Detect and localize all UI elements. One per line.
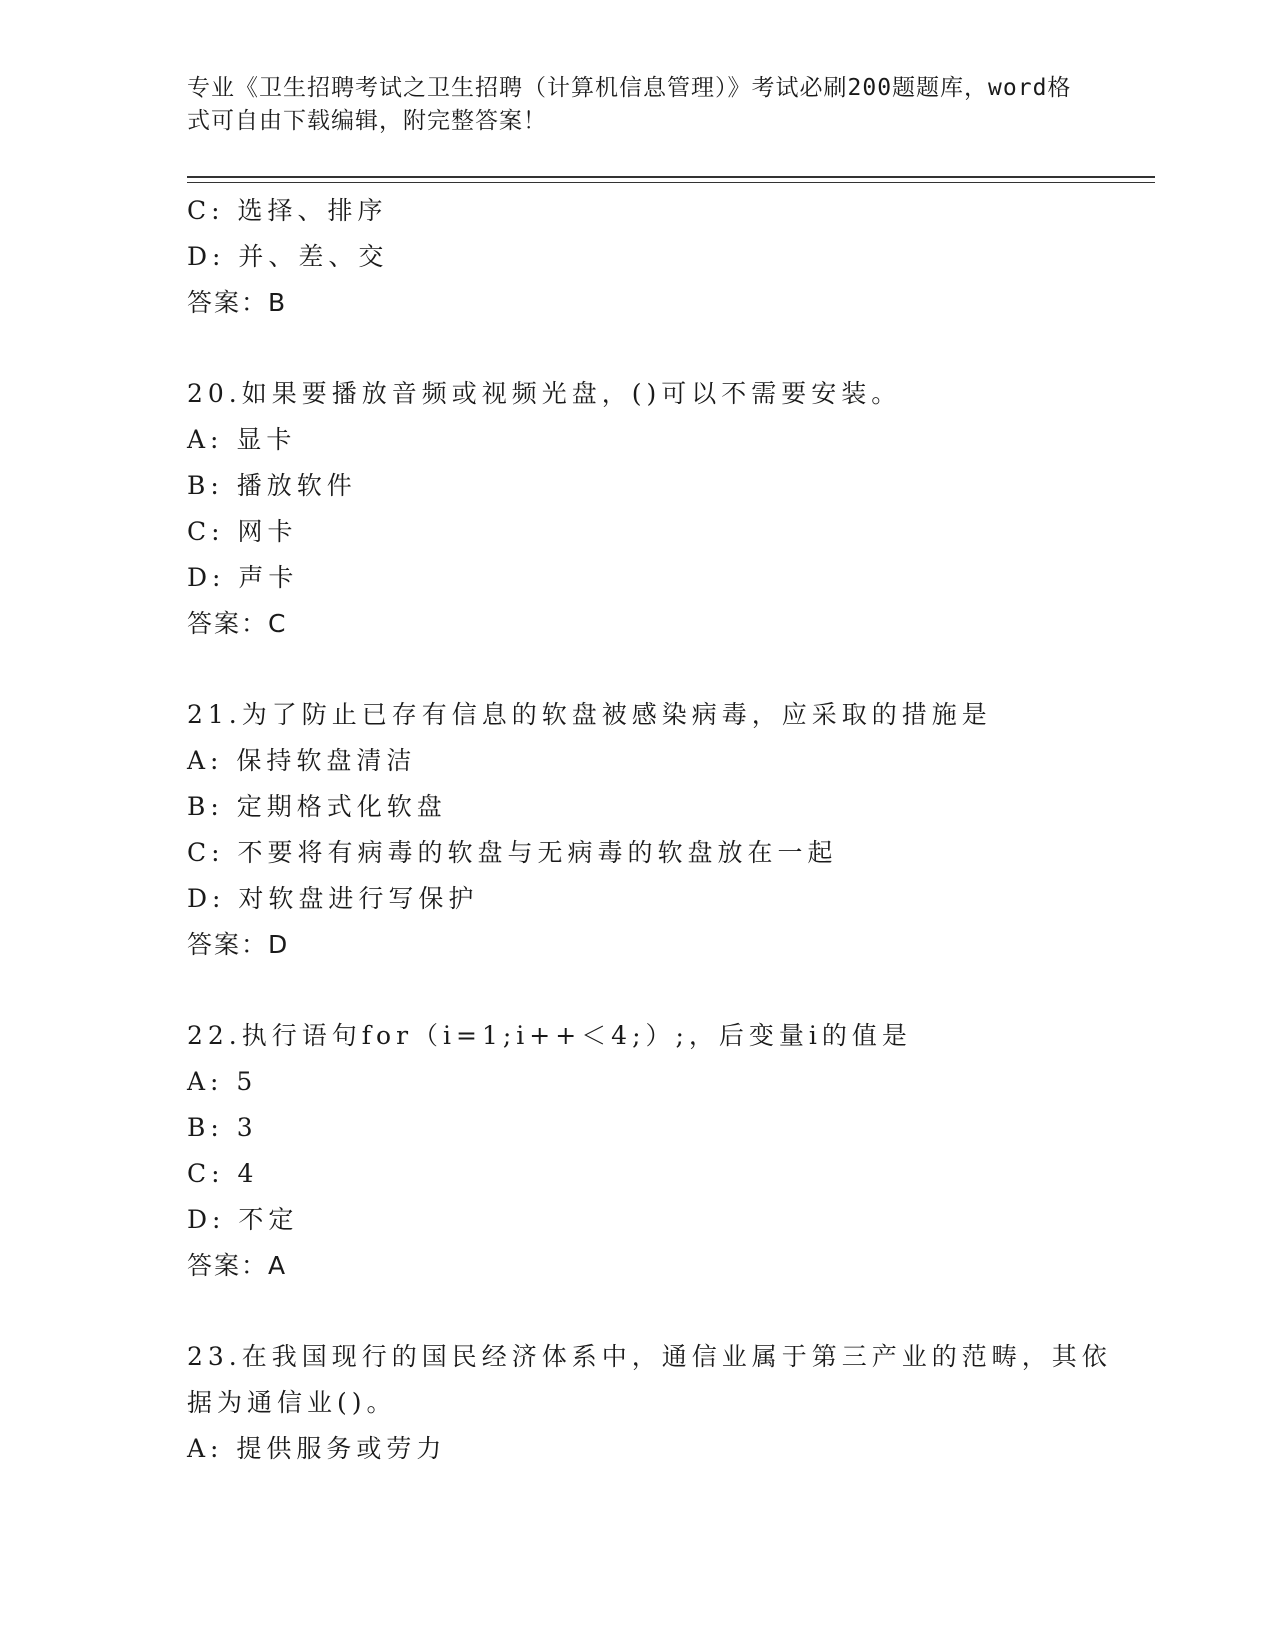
option-d: D: 并、差、交	[187, 242, 389, 271]
question-list	[187, 188, 1112, 1472]
question-23	[187, 1334, 1112, 1472]
question-stem: 20.如果要播放音频或视频光盘，()可以不需要安装。	[187, 379, 902, 408]
answer-line: 答案：A	[187, 1251, 288, 1280]
question-stem-line-2: 据为通信业()。	[187, 1388, 397, 1417]
answer-line: 答案：B	[187, 288, 288, 317]
option-a: A: 5	[187, 1067, 258, 1096]
question-21	[187, 692, 1087, 968]
option-c: C: 4	[187, 1159, 259, 1188]
option-c: C: 选择、排序	[187, 196, 388, 225]
option-a: A: 提供服务或劳力	[187, 1434, 447, 1463]
option-c: C: 网卡	[187, 517, 298, 546]
option-b: B: 3	[187, 1113, 258, 1142]
option-d: D: 声卡	[187, 563, 299, 592]
partial-question-19	[187, 188, 1087, 326]
question-stem-line-1: 23.在我国现行的国民经济体系中，通信业属于第三产业的范畴，其依	[187, 1342, 1112, 1371]
option-b: B: 定期格式化软盘	[187, 792, 447, 821]
document-header: 专业《卫生招聘考试之卫生招聘（计算机信息管理）》考试必刷200题题库，word格式可自由下载编辑，附完整答案！	[187, 75, 1072, 134]
header-divider	[187, 176, 1155, 183]
question-22	[187, 1013, 1087, 1289]
answer-line: 答案：D	[187, 930, 290, 959]
option-c: C: 不要将有病毒的软盘与无病毒的软盘放在一起	[187, 838, 838, 867]
question-stem: 22.执行语句for（i=1;i++＜4;）;，后变量i的值是	[187, 1021, 912, 1050]
option-d: D: 不定	[187, 1205, 299, 1234]
option-d: D: 对软盘进行写保护	[187, 884, 479, 913]
option-a: A: 显卡	[187, 425, 297, 454]
option-b: B: 播放软件	[187, 471, 357, 500]
question-stem: 21.为了防止已存有信息的软盘被感染病毒，应采取的措施是	[187, 700, 992, 729]
option-a: A: 保持软盘清洁	[187, 746, 417, 775]
question-20	[187, 371, 1087, 647]
answer-line: 答案：C	[187, 609, 288, 638]
